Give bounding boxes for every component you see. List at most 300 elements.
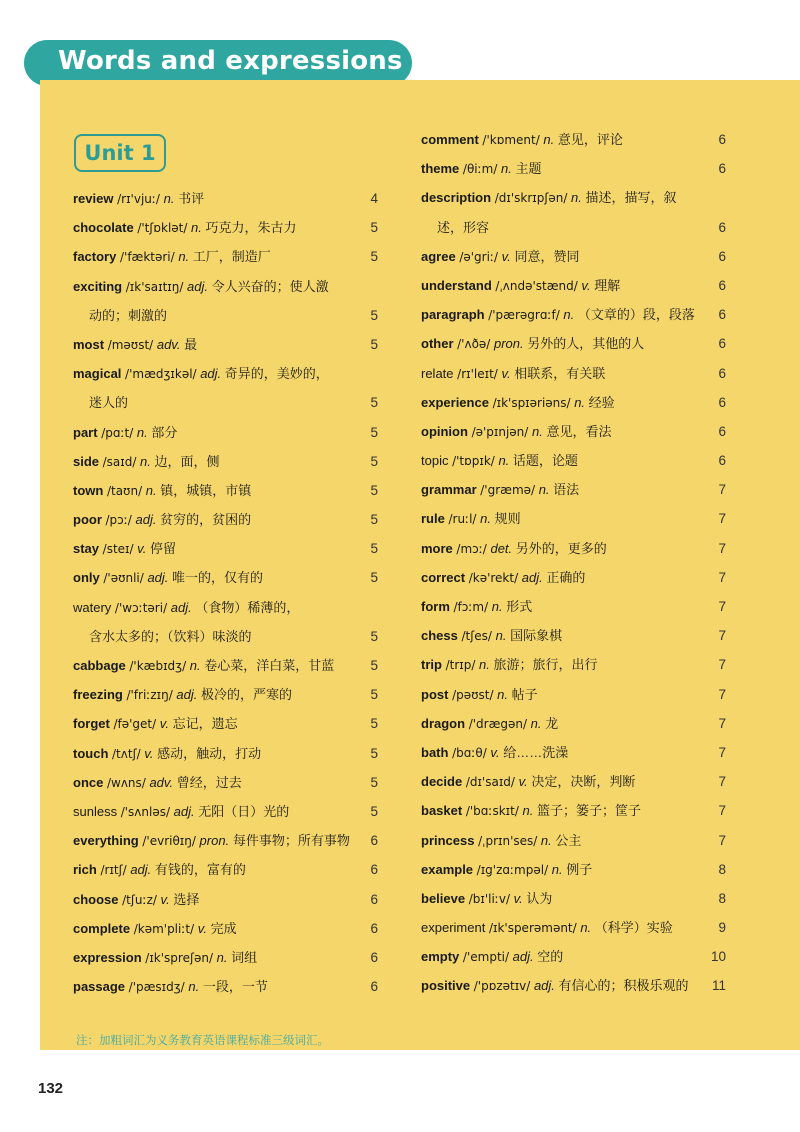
entry-definition: 国际象棋 [510, 628, 563, 644]
entry-word: grammar [421, 482, 477, 498]
entry-word: experience [421, 394, 489, 410]
entry-text [73, 242, 271, 272]
entry-word: exciting [73, 278, 123, 294]
entry-part-of-speech: adv. [149, 774, 174, 790]
glossary-entry [421, 592, 726, 621]
entry-text [421, 475, 579, 505]
entry-phonetic: /'pæsɪdʒ/ [128, 980, 185, 995]
entry-page: 7 [718, 686, 726, 702]
entry-text [73, 184, 204, 214]
glossary-entry [421, 125, 726, 154]
glossary-entry [421, 300, 726, 329]
entry-text [73, 972, 268, 1002]
entry-phonetic: /mɔː/ [456, 541, 487, 556]
entry-text [73, 476, 251, 506]
entry-definition: 令人兴奋的；使人激 [211, 278, 329, 294]
entry-page: 5 [370, 424, 378, 440]
entry-definition: 相联系，有关联 [514, 365, 606, 381]
glossary-entry [73, 505, 378, 534]
entry-definition: 述，形容 [437, 219, 490, 235]
entry-definition: 动的；刺激的 [89, 307, 168, 323]
entry-word: only [73, 570, 100, 586]
entry-text [421, 650, 598, 680]
entry-page: 5 [370, 541, 378, 557]
entry-word: stay [73, 541, 100, 557]
glossary-entry [73, 680, 378, 709]
entry-page: 7 [718, 540, 726, 556]
entry-page: 5 [370, 336, 378, 352]
entry-phonetic: /θiːm/ [462, 162, 498, 177]
entry-part-of-speech: n. [145, 482, 157, 498]
entry-phonetic: /saɪd/ [102, 454, 137, 469]
entry-definition: 边，面，侧 [154, 453, 220, 469]
entry-page: 5 [370, 745, 378, 761]
entry-part-of-speech: n. [497, 686, 509, 702]
entry-page: 5 [370, 628, 378, 644]
entry-text [421, 855, 592, 885]
glossary-entry [73, 943, 378, 972]
entry-page: 5 [370, 570, 378, 586]
glossary-entry [421, 738, 726, 767]
entry-word: chess [421, 628, 458, 644]
entry-word: magical [73, 366, 122, 382]
entry-word: correct [421, 569, 466, 585]
entry-part-of-speech: adj. [200, 366, 222, 382]
entry-page: 7 [718, 482, 726, 498]
glossary-entry [421, 388, 726, 417]
entry-definition: 规则 [494, 511, 521, 527]
entry-word: choose [73, 891, 119, 907]
entry-part-of-speech: n. [140, 453, 151, 469]
entry-word: expression [73, 949, 142, 965]
entry-part-of-speech: v. [513, 890, 523, 906]
entry-definition: 龙 [545, 715, 559, 731]
entry-definition: 含水太多的；（饮料）味淡的 [89, 628, 252, 644]
glossary-entry [421, 680, 726, 709]
entry-page: 7 [718, 511, 726, 527]
entry-page: 5 [370, 249, 378, 265]
entry-part-of-speech: v. [160, 891, 170, 907]
entry-page: 6 [718, 336, 726, 352]
entry-phonetic: /ə'pɪnjən/ [471, 424, 529, 439]
entry-part-of-speech: n. [216, 949, 228, 965]
entry-part-of-speech: n. [540, 832, 552, 848]
entry-definition: 认为 [526, 890, 553, 906]
glossary-entry [421, 709, 726, 738]
entry-definition: 书评 [178, 191, 205, 206]
entry-definition: 意见，评论 [557, 132, 623, 147]
entry-word: topic [421, 453, 449, 469]
entry-definition: 有信心的；积极乐观的 [558, 978, 689, 994]
entry-text [73, 943, 257, 973]
entry-text [421, 388, 615, 418]
entry-page: 6 [370, 979, 378, 995]
entry-phonetic: /ɪg'zɑːmpəl/ [476, 862, 549, 877]
entry-text [421, 796, 641, 826]
entry-phonetic: /ɪk'spɪəriəns/ [492, 395, 571, 410]
entry-word: opinion [421, 423, 468, 439]
entry-text [421, 767, 635, 797]
entry-text [73, 826, 350, 856]
entry-part-of-speech: n. [580, 920, 592, 936]
glossary-entry [73, 709, 378, 738]
entry-text [73, 563, 263, 593]
entry-word: believe [421, 890, 466, 906]
entry-part-of-speech: n. [136, 424, 148, 440]
entry-word: complete [73, 920, 131, 936]
entry-definition: 形式 [506, 599, 533, 614]
entry-phonetic: /bɑːθ/ [452, 745, 487, 760]
entry-part-of-speech: n. [501, 161, 512, 177]
entry-page: 4 [370, 191, 378, 206]
entry-text [73, 213, 297, 243]
right-column [421, 125, 726, 1001]
entry-part-of-speech: n. [178, 249, 190, 265]
entry-phonetic: /'pɒzətɪv/ [473, 979, 531, 994]
glossary-entry [73, 213, 378, 242]
entry-definition: 另外的人，其他的人 [527, 336, 645, 352]
entry-part-of-speech: n. [563, 307, 575, 323]
entry-part-of-speech: adj. [170, 599, 192, 615]
glossary-entry [421, 504, 726, 533]
entry-page: 5 [370, 395, 378, 411]
entry-definition: 贫穷的，贫困的 [160, 512, 252, 528]
entry-page: 7 [718, 569, 726, 585]
entry-phonetic: /tʃes/ [461, 629, 492, 644]
entry-part-of-speech: n. [491, 599, 503, 614]
entry-part-of-speech: v. [581, 277, 591, 293]
glossary-entry [73, 797, 378, 826]
entry-part-of-speech: n. [498, 453, 510, 469]
entry-text [421, 504, 521, 534]
entry-part-of-speech: adj. [533, 978, 555, 994]
glossary-entry [421, 621, 726, 650]
entry-phonetic: /bɪ'liːv/ [468, 891, 510, 906]
entry-text [421, 213, 489, 242]
glossary-entry [73, 855, 378, 884]
entry-phonetic: /'əʊnli/ [103, 571, 144, 586]
entry-part-of-speech: adj. [187, 278, 208, 294]
entry-text [73, 914, 237, 944]
entry-page: 7 [718, 599, 726, 614]
entry-definition: 旅游；旅行，出行 [493, 657, 598, 673]
entry-text [73, 651, 334, 681]
entry-part-of-speech: v. [197, 920, 207, 936]
entry-part-of-speech: v. [518, 774, 528, 790]
entry-page: 6 [718, 132, 726, 147]
entry-definition: 曾经，过去 [176, 774, 242, 790]
entry-phonetic: /'kɒment/ [482, 133, 540, 147]
glossary-entry [421, 534, 726, 563]
entry-word: freezing [73, 687, 123, 703]
entry-page: 6 [718, 394, 726, 410]
entry-page: 6 [370, 862, 378, 878]
entry-page: 5 [370, 774, 378, 790]
entry-definition: 唯一的，仅有的 [172, 570, 264, 586]
glossary-entry [421, 971, 726, 1000]
entry-definition: 主题 [515, 161, 542, 177]
entry-phonetic: /ɪk'sperəmənt/ [488, 921, 577, 936]
entry-definition: 每件事物；所有事物 [232, 833, 350, 849]
glossary-entry [73, 534, 378, 563]
entry-phonetic: /'tɒpɪk/ [452, 454, 495, 469]
entry-phonetic: /rɪ'leɪt/ [457, 366, 498, 381]
entry-part-of-speech: n. [188, 979, 200, 995]
entry-part-of-speech: adj. [147, 570, 169, 586]
entry-phonetic: /ruːl/ [448, 512, 477, 527]
entry-part-of-speech: n. [522, 803, 534, 819]
entry-definition: 一段，一节 [202, 979, 268, 995]
entry-text [421, 884, 552, 914]
glossary-entry [73, 622, 378, 651]
entry-part-of-speech: n. [571, 190, 582, 206]
entry-text [73, 359, 329, 389]
entry-text [73, 447, 220, 477]
glossary-entry [421, 913, 726, 942]
entry-page: 6 [370, 920, 378, 936]
entry-phonetic: /rɪtʃ/ [100, 863, 127, 878]
entry-definition: 正确的 [546, 569, 586, 585]
entry-text [421, 621, 562, 651]
entry-page: 5 [370, 453, 378, 469]
entry-part-of-speech: adj. [176, 687, 198, 703]
glossary-entry [73, 914, 378, 943]
entry-definition: 另外的，更多的 [515, 540, 607, 556]
glossary-entry [421, 417, 726, 446]
glossary-entry [73, 330, 378, 359]
entry-word: example [421, 861, 474, 877]
glossary-entry [421, 650, 726, 679]
entry-word: trip [421, 657, 442, 673]
entry-page: 7 [718, 628, 726, 644]
entry-page: 6 [718, 423, 726, 439]
entry-text [421, 913, 673, 943]
entry-text [73, 272, 329, 302]
entry-phonetic: /'drægən/ [468, 716, 528, 731]
entry-word: sunless [73, 803, 118, 819]
entry-page: 6 [718, 453, 726, 469]
entry-part-of-speech: adj. [135, 512, 157, 528]
entry-phonetic: /kə'rekt/ [468, 570, 519, 585]
entry-word: review [73, 191, 114, 206]
glossary-entry [73, 593, 378, 622]
entry-phonetic: /tʌtʃ/ [112, 746, 141, 761]
entry-page: 5 [370, 307, 378, 323]
entry-definition: 镇，城镇，市镇 [160, 482, 252, 498]
entry-phonetic: /məʊst/ [107, 337, 154, 352]
entry-text [73, 388, 128, 417]
entry-text [73, 534, 176, 564]
glossary-entry [73, 184, 378, 213]
entry-phonetic: /ɪk'spreʃən/ [145, 950, 214, 965]
entry-word: relate [421, 365, 454, 381]
entry-part-of-speech: v. [490, 744, 500, 760]
entry-text [421, 271, 620, 301]
entry-part-of-speech: n. [163, 191, 175, 206]
entry-page: 6 [370, 891, 378, 907]
entry-word: dragon [421, 715, 466, 731]
entry-page: 7 [718, 774, 726, 790]
glossary-entry [73, 885, 378, 914]
entry-page: 8 [718, 890, 726, 906]
entry-text [421, 680, 538, 710]
entry-word: form [421, 599, 450, 614]
entry-word: rich [73, 862, 97, 878]
glossary-entry [421, 942, 726, 971]
entry-text [421, 300, 695, 330]
glossary-entry [421, 767, 726, 796]
entry-part-of-speech: v. [501, 365, 511, 381]
entry-phonetic: /taʊn/ [106, 483, 143, 498]
entry-definition: （文章的）段，段落 [577, 307, 695, 323]
entry-definition: （食物）稀薄的， [195, 599, 300, 615]
glossary-entry [73, 447, 378, 476]
entry-word: passage [73, 979, 126, 995]
entry-text [421, 183, 677, 213]
entry-word: bath [421, 744, 449, 760]
entry-phonetic: /'mædʒɪkəl/ [125, 367, 197, 382]
entry-definition: 部分 [151, 424, 178, 440]
entry-word: positive [421, 978, 471, 994]
entry-definition: 给……洗澡 [503, 744, 569, 760]
entry-definition: 极冷的，严寒的 [200, 687, 292, 703]
entry-part-of-speech: adj. [512, 949, 534, 965]
entry-phonetic: /rɪ'vjuː/ [117, 192, 160, 206]
entry-part-of-speech: n. [530, 715, 542, 731]
entry-word: agree [421, 248, 456, 264]
entry-page: 6 [718, 248, 726, 264]
entry-text [421, 534, 607, 564]
entry-word: other [421, 336, 454, 352]
entry-word: princess [421, 832, 475, 848]
entry-page: 5 [370, 482, 378, 498]
entry-phonetic: /'fæktəri/ [119, 250, 175, 265]
glossary-entry [421, 884, 726, 913]
entry-definition: 经验 [588, 394, 615, 410]
entry-text [73, 855, 246, 885]
glossary-entry [421, 475, 726, 504]
glossary-entry [73, 476, 378, 505]
entry-page: 7 [718, 657, 726, 673]
entry-definition: （科学）实验 [594, 920, 673, 936]
entry-phonetic: /pɑːt/ [101, 425, 134, 440]
entry-text [421, 592, 532, 622]
footnote: 注：加粗词汇为义务教育英语课程标准三级词汇。 [76, 1033, 329, 1047]
entry-phonetic: /ɪk'saɪtɪŋ/ [125, 279, 184, 294]
glossary-entry [73, 768, 378, 797]
entry-definition: 帖子 [511, 686, 538, 702]
entry-part-of-speech: n. [543, 132, 555, 147]
entry-text [421, 709, 558, 739]
entry-definition: 理解 [594, 277, 621, 293]
entry-page: 6 [718, 161, 726, 177]
entry-page: 5 [370, 512, 378, 528]
entry-phonetic: /fə'get/ [113, 717, 157, 732]
entry-part-of-speech: n. [551, 861, 563, 877]
entry-definition: 最 [184, 336, 198, 352]
entry-text [421, 446, 578, 476]
glossary-entry [73, 359, 378, 388]
entry-definition: 感动，触动，打动 [157, 745, 262, 761]
entry-text [421, 738, 568, 768]
entry-phonetic: /'tʃɒklət/ [137, 221, 188, 236]
entry-definition: 无阳（日）光的 [198, 803, 290, 819]
entry-page: 7 [718, 715, 726, 731]
entry-phonetic: /'sʌnləs/ [120, 804, 171, 819]
entry-phonetic: /'pærəgrɑːf/ [488, 308, 560, 323]
entry-word: post [421, 686, 449, 702]
entry-definition: 决定，决断，判断 [531, 774, 636, 790]
glossary-entry [73, 563, 378, 592]
entry-word: description [421, 190, 492, 206]
entry-part-of-speech: n. [574, 394, 586, 410]
entry-text [73, 301, 167, 330]
entry-text [73, 593, 299, 623]
entry-part-of-speech: n. [538, 482, 550, 498]
entry-page: 6 [370, 833, 378, 849]
entry-word: comment [421, 132, 479, 147]
entry-word: watery [73, 599, 112, 615]
entry-page: 5 [370, 803, 378, 819]
entry-word: theme [421, 161, 460, 177]
entry-phonetic: /'ʌðə/ [457, 337, 491, 352]
entry-phonetic: /'evriθɪŋ/ [142, 834, 196, 849]
entry-phonetic: /ˌprɪn'ses/ [478, 833, 538, 848]
entry-text [421, 563, 585, 593]
entry-part-of-speech: v. [144, 745, 154, 761]
entry-word: poor [73, 512, 102, 528]
glossary-entry [421, 855, 726, 884]
entry-word: part [73, 424, 98, 440]
glossary-entry [73, 418, 378, 447]
entry-word: empty [421, 949, 460, 965]
entry-definition: 空的 [537, 949, 564, 965]
entry-part-of-speech: n. [480, 511, 491, 527]
entry-part-of-speech: v. [137, 541, 147, 557]
entry-phonetic: /tʃuːz/ [122, 892, 157, 907]
entry-word: more [421, 540, 453, 556]
glossary-entry [421, 183, 726, 212]
entry-text [421, 826, 581, 856]
entry-phonetic: /dɪ'saɪd/ [465, 775, 515, 790]
entry-text [421, 125, 623, 155]
entry-part-of-speech: det. [490, 540, 513, 556]
entry-phonetic: /'empti/ [462, 950, 510, 965]
entry-definition: 例子 [566, 861, 593, 877]
entry-definition: 语法 [553, 482, 580, 498]
entry-text [421, 359, 605, 389]
entry-phonetic: /pɔː/ [105, 513, 132, 528]
entry-word: town [73, 482, 104, 498]
entry-text [73, 885, 199, 915]
entry-phonetic: /steɪ/ [102, 542, 134, 557]
section-title: Words and expressions [58, 46, 403, 76]
entry-word: paragraph [421, 307, 485, 323]
entry-text [73, 330, 197, 360]
entry-definition: 描述，描写，叙 [585, 190, 677, 206]
entry-word: basket [421, 803, 463, 819]
entry-part-of-speech: n. [189, 658, 201, 673]
glossary-entry [73, 826, 378, 855]
unit-label: Unit 1 [84, 141, 156, 165]
entry-definition: 忘记，遗忘 [172, 716, 238, 732]
entry-part-of-speech: adj. [521, 569, 543, 585]
glossary-entry [421, 446, 726, 475]
entry-phonetic: /fɔːm/ [453, 600, 489, 614]
glossary-entry [73, 301, 378, 330]
entry-word: cabbage [73, 658, 126, 673]
entry-phonetic: /ˌʌndə'stænd/ [495, 278, 578, 293]
